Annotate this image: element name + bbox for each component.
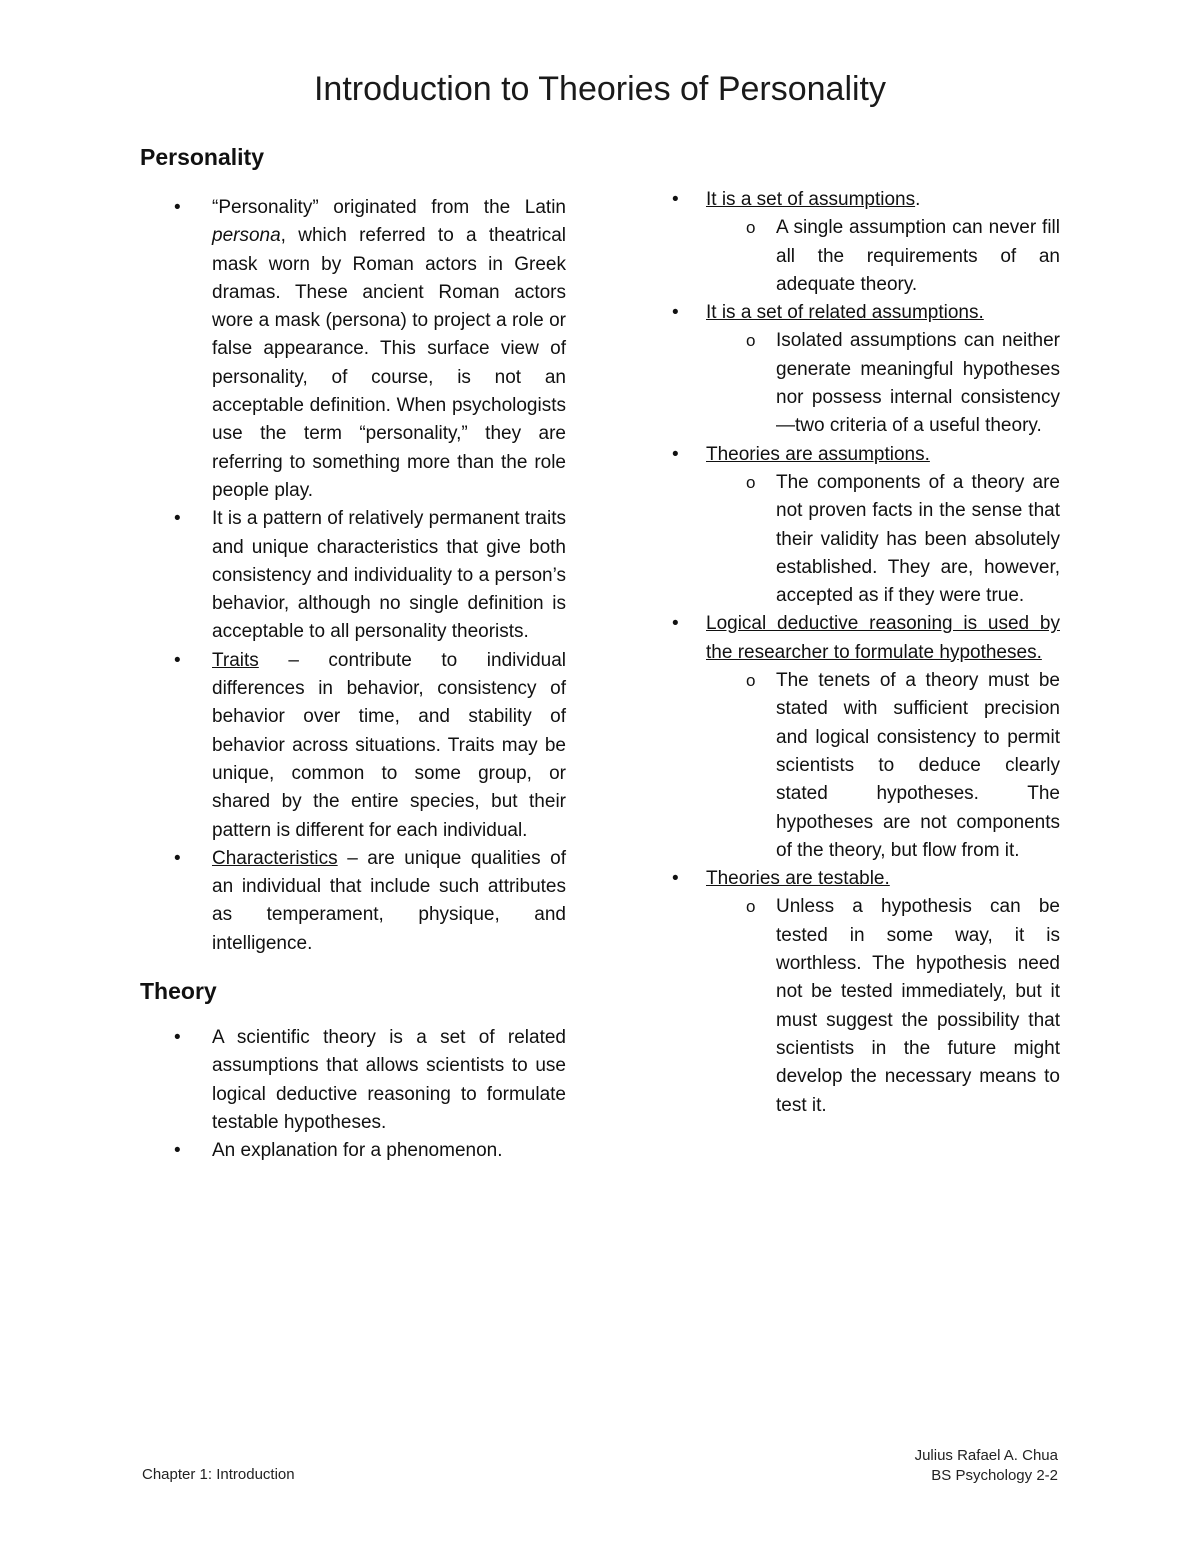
sub-item: o A single assumption can never fill all the requirements of an adequate theory. (706, 214, 1060, 299)
footer-course: BS Psychology 2-2 (931, 1467, 1058, 1484)
property-label: It is a set of related assumptions. (706, 302, 984, 324)
theory-properties-list (670, 186, 1060, 1120)
term-traits: Traits (212, 649, 259, 671)
personality-list (140, 194, 566, 958)
page-title: Introduction to Theories of Personality (313, 70, 887, 108)
section-heading-personality: Personality (140, 144, 264, 170)
list-item: • “Personality” originated from the Latin persona, which referred to a theatrical mask worn by Roman actors in Greek dramas. These ancient Roman actors wore a mask (persona) to project a role or false appearance. This surface view of personality, of course, is not an acceptable definition. When psychologists use the term “personality,” they are referring to something more than the role people play. (140, 194, 566, 505)
list-item: • Characteristics – are unique qualities of an individual that include such attributes as temperament, physique, and intelligence. (140, 845, 566, 958)
list-item: • It is a pattern of relatively permanent traits and unique characteristics that give both consistency and individuality to a person’s behavior, although no single definition is acceptable to all personality theorists. (140, 505, 566, 646)
sub-list (706, 327, 1060, 440)
property-label: Theories are assumptions. (706, 443, 930, 465)
footer-author-block (760, 1446, 1058, 1486)
sub-item: o The components of a theory are not proven facts in the sense that their validity has been absolutely established. They are, however, accepted as if they were true. (706, 469, 1060, 610)
sub-list (706, 893, 1060, 1119)
list-item (670, 299, 1060, 440)
property-label: Logical deductive reasoning is used by the researcher to formulate hypotheses. (706, 613, 1060, 663)
list-item: • Traits – contribute to individual differences in behavior, consistency of behavior over time, and stability of behavior across situations. Traits may be unique, common to some group, or shared by the entire species, but their pattern is different for each individual. (140, 647, 566, 845)
sub-item: o The tenets of a theory must be stated with sufficient precision and logical consistency to permit scientists to deduce clearly stated hypotheses. The hypotheses are not components of the theory, but flow from it. (706, 667, 1060, 865)
sub-item: o Isolated assumptions can neither generate meaningful hypotheses nor possess internal consistency—two criteria of a useful theory. (706, 327, 1060, 440)
theory-list (140, 1024, 566, 1165)
left-column (140, 140, 566, 1166)
sub-list (706, 469, 1060, 610)
list-item (670, 441, 1060, 611)
list-item (670, 865, 1060, 1120)
property-label: Theories are testable. (706, 868, 890, 890)
footer-author: Julius Rafael A. Chua (914, 1447, 1058, 1464)
right-column (670, 186, 1060, 1120)
property-label: It is a set of assumptions (706, 189, 916, 210)
sub-item: o Unless a hypothesis can be tested in some way, it is worthless. The hypothesis need not be tested immediately, but it must suggest the possibility that scientists in the future might develop the necessary means to test it. (706, 893, 1060, 1119)
italic-term: persona (212, 225, 281, 247)
sub-list (706, 667, 1060, 865)
list-item: • A scientific theory is a set of related assumptions that allows scientists to use logical deductive reasoning to formulate testable hypotheses. (140, 1024, 566, 1137)
sub-list (706, 214, 1060, 299)
list-item (670, 610, 1060, 865)
footer-chapter: Chapter 1: Introduction (142, 1466, 295, 1483)
term-characteristics: Characteristics (212, 847, 338, 869)
list-item: • An explanation for a phenomenon. (140, 1137, 566, 1165)
list-item: • It is a set of assumptions. o A single assumption can never fill all the requirements of an adequate theory. (670, 186, 1060, 299)
section-heading-theory: Theory (140, 978, 217, 1005)
